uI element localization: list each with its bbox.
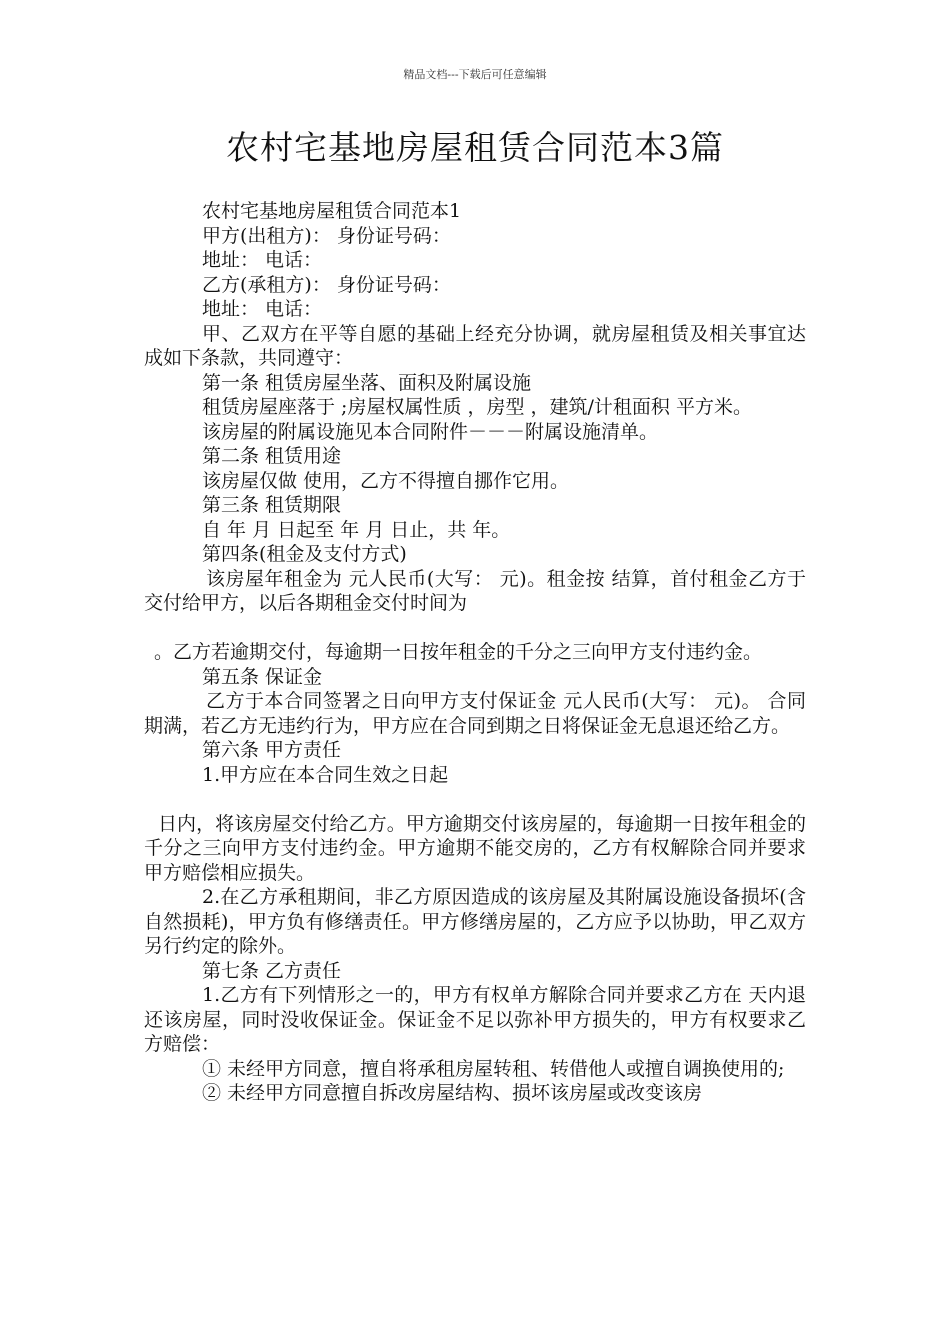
article-3-paragraph: 自 年 月 日起至 年 月 日止，共 年。 — [202, 518, 511, 541]
article-4-continuation: 。乙方若逾期交付，每逾期一日按年租金的千分之三向甲方支付违约金。 — [154, 641, 763, 663]
article-7-item-1: ① 未经甲方同意，擅自将承租房屋转租、转借他人或擅自调换使用的; — [202, 1057, 785, 1080]
article-6-clause-1: 1.甲方应在本合同生效之日起 — [202, 763, 449, 786]
article-1-paragraph: 租赁房屋座落于 ;房屋权属性质 ，房型 ，建筑/计租面积 平方米。 — [202, 396, 752, 418]
blank-line — [144, 616, 806, 641]
article-1-heading: 第一条 租赁房屋坐落、面积及附属设施 — [202, 371, 532, 394]
article-6-clause-2: 2.在乙方承租期间，非乙方原因造成的该房屋及其附属设施设备损坏(含自然损耗)，甲方负有修缮责任。甲方修缮房屋的，乙方应予以协助，甲乙双方另行约定的除外。 — [144, 886, 806, 957]
page-header-note: 精品文档---下载后可任意编辑 — [403, 68, 547, 81]
document-title: 农村宅基地房屋租赁合同范本3篇 — [226, 128, 724, 167]
article-6-clause-1-continuation: 日内，将该房屋交付给乙方。甲方逾期交付该房屋的，每逾期一日按年租金的千分之三向甲方支付违约金。甲方逾期不能交房的，乙方有权解除合同并要求甲方赔偿相应损失。 — [144, 812, 806, 884]
article-7-clause-1: 1.乙方有下列情形之一的，甲方有权单方解除合同并要求乙方在 天内退还该房屋，同时没收保证金。保证金不足以弥补甲方损失的，甲方有权要求乙方赔偿： — [144, 984, 806, 1055]
contract-body — [144, 199, 806, 1106]
article-5-paragraph: 乙方于本合同签署之日向甲方支付保证金 元人民币(大写： 元)。 合同期满，若乙方无违约行为，甲方应在合同到期之日将保证金无息退还给乙方。 — [144, 690, 806, 737]
article-6-heading: 第六条 甲方责任 — [202, 739, 342, 761]
article-4-paragraph: 该房屋年租金为 元人民币(大写： 元)。租金按 结算，首付租金乙方于 交付给甲方，以后各期租金交付时间为 — [144, 567, 806, 614]
article-4-heading: 第四条(租金及支付方式) — [202, 543, 407, 565]
article-7-item-2: ② 未经甲方同意擅自拆改房屋结构、损坏该房屋或改变该房 — [202, 1082, 703, 1104]
party-a-address-line: 地址： 电话： — [202, 249, 323, 271]
party-a-line: 甲方(出租方)： 身份证号码： — [202, 224, 451, 247]
article-3-heading: 第三条 租赁期限 — [202, 494, 342, 516]
article-1-facilities-paragraph: 该房屋的附属设施见本合同附件－－－附属设施清单。 — [202, 420, 659, 443]
contract-heading: 农村宅基地房屋租赁合同范本1 — [202, 200, 462, 222]
preamble-paragraph: 甲、乙双方在平等自愿的基础上经充分协调，就房屋租赁及相关事宜达成如下条款，共同遵守： — [144, 322, 806, 369]
blank-line — [144, 787, 806, 812]
article-5-heading: 第五条 保证金 — [202, 665, 323, 688]
article-2-paragraph: 该房屋仅做 使用，乙方不得擅自挪作它用。 — [202, 469, 570, 492]
article-2-heading: 第二条 租赁用途 — [202, 445, 342, 467]
party-b-line: 乙方(承租方)： 身份证号码： — [202, 273, 451, 296]
party-b-address-line: 地址： 电话： — [202, 298, 323, 320]
article-7-heading: 第七条 乙方责任 — [202, 959, 342, 982]
